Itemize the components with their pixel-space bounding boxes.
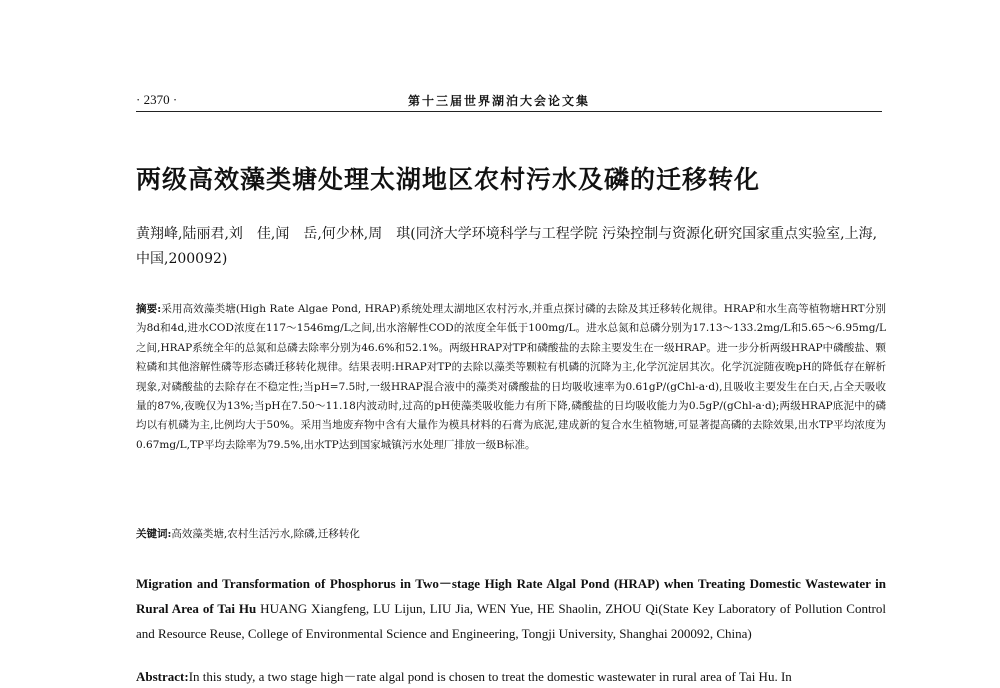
- english-abstract: [136, 666, 886, 688]
- english-authors: HUANG Xiangfeng, LU Lijun, LIU Jia, WEN Yue, HE Shaolin, ZHOU Qi(State Key Laboratory of Pollution Control and Resource Reuse, College of Environmental Science and Engineering, Tongji University, Shanghai 200092, China): [136, 601, 886, 641]
- keywords-label: 关键词:: [136, 528, 172, 540]
- abstract-label: 摘要:: [136, 303, 162, 315]
- abstract-chinese: [136, 300, 886, 455]
- english-title-block: [136, 571, 886, 646]
- english-abstract-text: In this study, a two stage high－rate algal pond is chosen to treat the domestic wastewater in rural area of Tai Hu. In: [188, 669, 792, 684]
- keywords-text: 高效藻类塘,农村生活污水,除磷,迁移转化: [171, 528, 360, 540]
- running-title: 第十三届世界湖泊大会论文集: [408, 94, 591, 108]
- page-number: · 2370 ·: [136, 92, 178, 107]
- running-header: [136, 92, 884, 110]
- english-abstract-label: Abstract:: [136, 669, 189, 684]
- keywords-chinese: [136, 525, 886, 544]
- english-title: Migration and Transformation of Phosphorus in Two－stage High Rate Algal Pond (HRAP) when Treating Domestic Wastewater in Rural Area of Tai Hu: [136, 576, 886, 616]
- abstract-text: 采用高效藻类塘(High Rate Algae Pond, HRAP)系统处理太湖地区农村污水,并重点探讨磷的去除及其迁移转化规律。HRAP和水生高等植物塘HRT分别为8d和4d,进水COD浓度在117～1546mg/L之间,出水溶解性COD的浓度全年低于100mg/L。进水总氮和总磷分别为17.13～133.2mg/L和5.65～6.95mg/L之间,HRAP系统全年的总氮和总磷去除率分别为46.6%和52.1%。两级HRAP对TP和磷酸盐的去除主要发生在一级HRAP。进一步分析两级HRAP中磷酸盐、颗粒磷和其他溶解性磷等形态磷迁移转化规律。结果表明:HRAP对TP的去除以藻类等颗粒有机磷的沉降为主,化学沉淀居其次。化学沉淀随夜晚pH的降低存在解析现象,对磷酸盐的去除存在不稳定性;当pH=7.5时,一级HRAP混合液中的藻类对磷酸盐的日均吸收速率为0.61gP/(gChl-a·d),且吸收主要发生在白天,占全天吸收量的87%,夜晚仅为13%;当pH在7.50～11.18内波动时,过高的pH使藻类吸收能力有所下降,磷酸盐的日均吸收能力为0.5gP/(gChl-a·d);两级HRAP底泥中的磷均以有机磷为主,比例均大于50%。采用当地废弃物中含有大量作为模具材料的石膏为底泥,建成新的复合水生植物塘,可显著提高磷的去除效果,出水TP平均浓度为0.67mg/L,TP平均去除率为79.5%,出水TP达到国家城镇污水处理厂排放一级B标准。: [136, 303, 886, 451]
- author-affiliation: 黄翔峰,陆丽君,刘 佳,闻 岳,何少林,周 琪(同济大学环境科学与工程学院 污染控制与资源化研究国家重点实验室,上海,中国,200092): [136, 226, 878, 267]
- header-rule: [136, 111, 882, 112]
- paper-title: 两级高效藻类塘处理太湖地区农村污水及磷的迁移转化: [136, 165, 761, 194]
